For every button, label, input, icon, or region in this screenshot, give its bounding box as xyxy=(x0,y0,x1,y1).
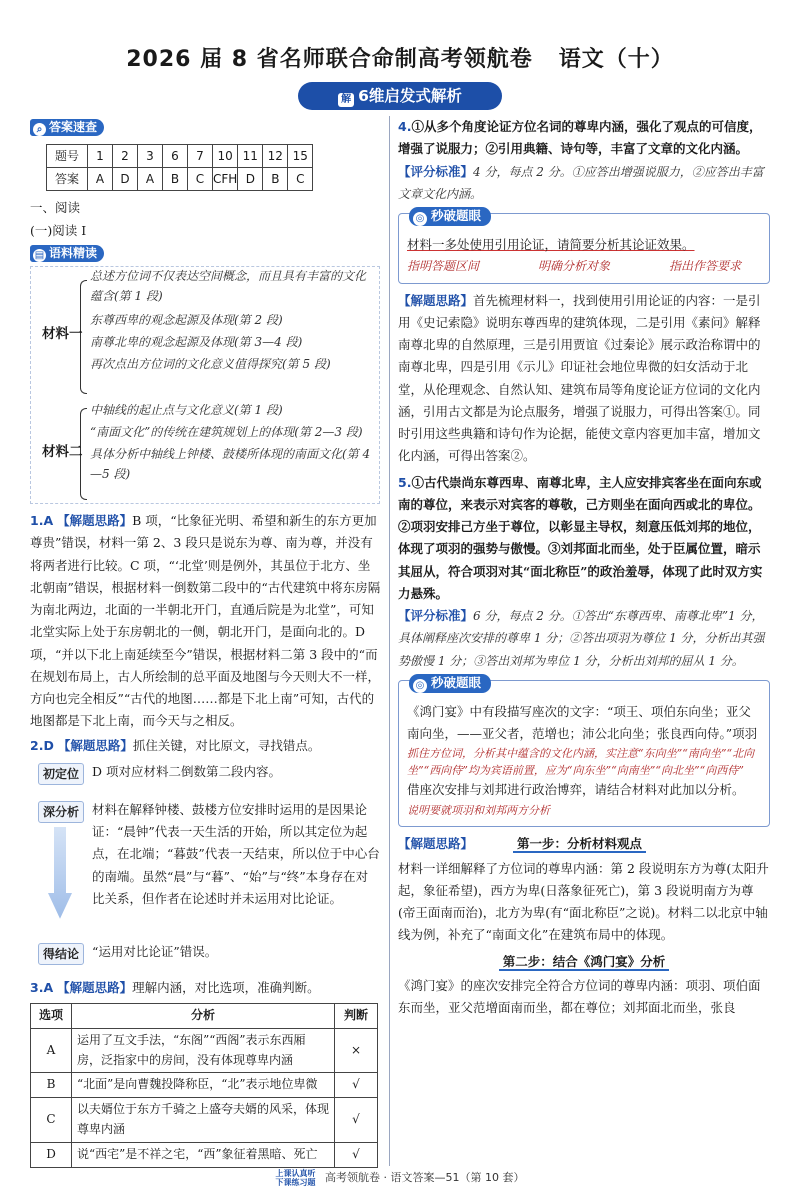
question-number: 6 xyxy=(163,145,188,168)
hint: 指明答题区间 xyxy=(407,259,480,274)
step-text: 《鸿门宴》的座次安排完全符合方位词的尊卑内涵：项羽、项伯面东而坐，亚父范增面南而坐，都在尊位；刘邦面北而坐，张良 xyxy=(398,977,761,1016)
analysis-banner: 解 6维启发式解析 xyxy=(298,82,502,110)
table-row: B “北面”是向曹魏投降称臣，“北”表示地位卑微 √ xyxy=(31,1073,378,1098)
map-item: 再次点出方位词的文化意义值得探究(第 5 段) xyxy=(90,357,331,371)
q4-criteria: 【评分标准】4 分，每点 2 分。①应答出增强说服力，②应答出丰富文章文化内涵。 xyxy=(398,163,764,201)
question-number: 7 xyxy=(188,145,213,168)
q2-steps xyxy=(30,761,382,971)
question-text: 借座次安排与刘邦进行政治博弈，请结合材料对此加以分析。 xyxy=(407,782,745,798)
map-item: “南面文化”的传统在建筑规划上的体现(第 2—3 段) xyxy=(90,425,363,439)
material-one-label: 材料一 xyxy=(42,326,83,342)
quick-answer-tag: ⌕ 答案速查 xyxy=(30,119,104,136)
table-row: D 说“西宅”是不祥之宅，“西”象征着黑暗、死亡 √ xyxy=(31,1142,378,1167)
step-label: 得结论 xyxy=(38,943,84,965)
col-header: 分析 xyxy=(72,1004,335,1029)
page-title: 2026 届 8 省名师联合命制高考领航卷 语文（十） xyxy=(126,47,674,72)
target-icon: ◎ xyxy=(413,679,427,693)
answer-cell: D xyxy=(113,168,138,191)
insight-tag: ◎ 秒破题眼 xyxy=(409,674,491,693)
question-text: 材料一多处使用引用论证，请简要分析其论证效果。 xyxy=(407,237,695,252)
brand-logo: 上课认真听 下课练习题 xyxy=(275,1169,316,1187)
step-text: D 项对应材料二倒数第二段内容。 xyxy=(92,763,281,779)
mind-map xyxy=(30,266,382,504)
section-heading: 一、阅读 xyxy=(30,200,81,216)
answer-cell: CFH xyxy=(213,168,238,191)
answer-cell: C xyxy=(188,168,213,191)
map-item: 总述方位词不仅表达空间概念，而且具有丰富的文化蕴含(第 1 段) xyxy=(90,269,367,304)
search-icon: ⌕ xyxy=(33,123,46,136)
step-label: 深分析 xyxy=(38,801,84,823)
insight-tag: ◎ 秒破题眼 xyxy=(409,207,491,226)
answer-cell: D xyxy=(238,168,263,191)
hint: 明确分析对象 xyxy=(537,259,610,274)
step-text: 材料一详细解释了方位词的尊卑内涵：第 2 段说明东方为尊(太阳升起，象征希望)，西方为卑(日落象征死亡)，第 3 段说明南方为尊(帝王面南而治)，北方为卑(有“面北称臣”之说)。材料二以北京中轴线为例，补充了“南面文化”在建筑布局中的体现。 xyxy=(398,860,769,943)
right-column xyxy=(398,116,770,1019)
answer-cell: A xyxy=(88,168,113,191)
answer-table xyxy=(46,144,313,191)
step-heading: 第一步：分析材料观点 xyxy=(513,836,646,853)
table-row: C 以夫婿位于东方千骑之上盛夸夫婿的风采，体现尊卑内涵 √ xyxy=(31,1098,378,1143)
answer-cell: B xyxy=(263,168,288,191)
question-number: 3 xyxy=(138,145,163,168)
map-item: 中轴线的起止点与文化意义(第 1 段) xyxy=(90,403,283,417)
answer-cell: B xyxy=(163,168,188,191)
annotation: 抓住方位词，分析其中蕴含的文化内涵，实注意“东向坐”“南向坐”“北向坐”“西向侍”均为宾语前置，应为“向东坐”“向南坐”“向北坐”“向西侍” xyxy=(407,747,755,778)
step-text: “运用对比论证”错误。 xyxy=(92,943,218,959)
target-icon: ◎ xyxy=(413,212,427,226)
question-number: 2 xyxy=(113,145,138,168)
step-label: 初定位 xyxy=(38,763,84,785)
table-row: A 运用了互文手法，“东阁”“西阁”表示东西厢房，泛指家中的房间，没有体现尊卑内涵 × xyxy=(31,1028,378,1073)
q4-answer: 4.①从多个角度论证方位名词的尊卑内涵，强化了观点的可信度，增强了说服力；②引用典籍、诗句等，丰富了文章的文化内涵。 xyxy=(398,119,762,157)
step-text: 材料在解释钟楼、鼓楼方位安排时运用的是因果论证：“晨钟”代表一天生活的开始，所以其定位为起点，在北端；“暮鼓”代表一天结束，所以位于中心台的南端。虽然“晨”与“暮”、“始”与“终”本身存在对比关系，但作者在论述时并未运用对比论证。 xyxy=(92,801,380,906)
q4-insight-box xyxy=(398,208,770,284)
book-icon: 解 xyxy=(338,93,354,107)
reading-tag: ▤ 语料精读 xyxy=(30,245,104,262)
left-column xyxy=(30,116,382,1168)
hint-row xyxy=(407,256,761,276)
answer-cell: C xyxy=(288,168,313,191)
q3-answer: 3.A 【解题思路】理解内涵，对比选项，准确判断。 xyxy=(30,979,320,995)
q5-answer: 5.①古代崇尚东尊西卑、南尊北卑，主人应安排宾客坐在面向东或南的尊位，来表示对宾客的尊敬，己方则坐在面向西或北的卑位。②项羽安排己方坐于尊位，以彰显主导权，刻意压低刘邦的地位，体现了项羽的强势与傲慢。③刘邦面北而坐，处于臣属位置，暗示其屈从，符合项羽对其“面北称臣”的政治羞辱，体现了此时双方实力悬殊。 xyxy=(398,474,763,601)
page-footer: 上课认真听 下课练习题 高考领航卷 · 语文答案—51（第 10 套） xyxy=(275,1169,525,1187)
question-text: 《鸿门宴》中有段描写座次的文字：“项王、项伯东向坐；亚父南向坐，——亚父者，范增也；沛公北向坐；张良西向侍。”项羽 xyxy=(407,703,758,742)
down-arrow-icon xyxy=(48,827,72,919)
book-icon: ▤ xyxy=(34,249,45,261)
q3-table xyxy=(30,1003,378,1168)
q1-answer: 1.A 【解题思路】B 项，“比象征光明、希望和新生的东方更加尊贵”错误，材料一第 2、3 段只是说东为尊、南为尊，并没有将两者进行比较。C 项，“‘北堂’则是例外，其虽位于北方、坐北朝南”错误，根据材料一倒数第二段中的“古代建筑中将东房隔为南北两边，北面的一半朝北开门，直通后院是为北堂”，可知北堂实际上处于东房朝北的一侧，朝北开门，是面向北的。D 项，“并以下北上南延续至今”错误，根据材料二第 3 段中的“而在规划布局上，古人所绘制的总平面及地图与今天则大不一样，方向也完全相反”“古代的地图……都是下北上南”可知，古代的地图都是下北上南，而今天与之相反。 xyxy=(30,513,381,729)
question-number: 12 xyxy=(263,145,288,168)
annotation: 说明要就项羽和刘邦两方分析 xyxy=(407,803,550,817)
map-item: 具体分析中轴线上钟楼、鼓楼所体现的南面文化(第 4—5 段) xyxy=(90,447,371,482)
col-header: 判断 xyxy=(335,1004,378,1029)
question-number: 11 xyxy=(238,145,263,168)
row-header: 题号 xyxy=(47,145,88,168)
map-item: 东尊西卑的观念起源及体现(第 2 段) xyxy=(90,313,283,327)
question-number: 15 xyxy=(288,145,313,168)
map-item: 南尊北卑的观念起源及体现(第 3—4 段) xyxy=(90,335,303,349)
col-header: 选项 xyxy=(31,1004,72,1029)
q4-thinking: 【解题思路】首先梳理材料一，找到使用引用论证的内容：一是引用《史记索隐》说明东尊西卑的建筑体现，二是引用《素问》解释南尊北卑的自然原理，三是引用贾谊《过秦论》展示政治称谓中的南尊北卑，四是引用《示儿》印证社会地位卑微的妇女活动于北堂，从伦理观念、自然认知、建筑布局等角度论证方位词的文化内涵，引用古文都是为论点服务，增强了说服力，可得出答案①。同时引用这些典籍和诗句作为论据，能使文章内容更加丰富，增加文化内涵，可得出答案②。 xyxy=(398,292,761,464)
question-number: 10 xyxy=(213,145,238,168)
q5-criteria: 【评分标准】6 分，每点 2 分。①答出“东尊西卑、南尊北卑”1 分，具体阐释座次安排的尊卑 1 分；②答出项羽为尊位 1 分，分析出其强势傲慢 1 分；③答出刘邦为卑位 1 分，分析出刘邦的屈从 1 分。 xyxy=(398,608,765,668)
q5-insight-box xyxy=(398,674,770,828)
subsection-heading: (一)阅读 Ⅰ xyxy=(30,222,87,238)
answer-cell: A xyxy=(138,168,163,191)
q5-thinking: 【解题思路】 第一步：分析材料观点 xyxy=(398,833,770,855)
hint: 指出作答要求 xyxy=(668,259,741,274)
question-number: 1 xyxy=(88,145,113,168)
column-divider xyxy=(389,116,390,1166)
material-two-label: 材料二 xyxy=(42,444,83,460)
q2-answer: 2.D 【解题思路】抓住关键，对比原文，寻找错点。 xyxy=(30,737,321,753)
step-heading: 第二步：结合《鸿门宴》分析 xyxy=(398,951,770,973)
answer-header: 答案 xyxy=(47,168,88,191)
